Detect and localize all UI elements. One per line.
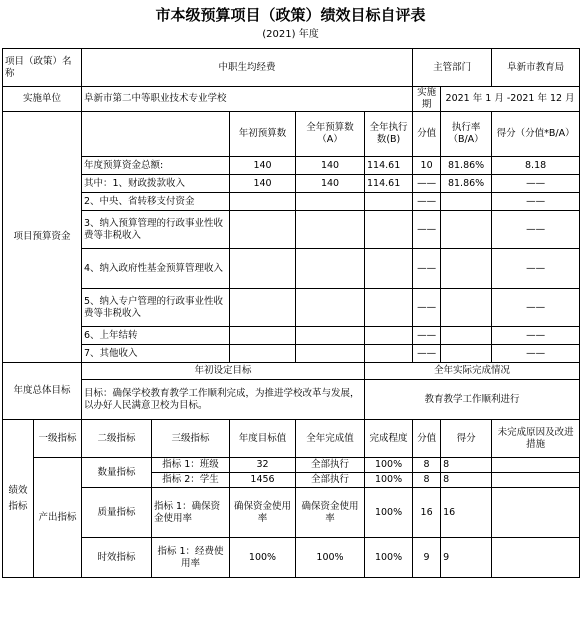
funds-row-got: —— <box>492 193 580 211</box>
funds-row-full-year <box>296 193 365 211</box>
funds-row-rate <box>441 345 492 363</box>
header-got-score: 得分（分值*B/A） <box>492 112 580 157</box>
funds-row-score: —— <box>413 327 441 345</box>
perf-header-got: 得分 <box>441 420 492 458</box>
perf-row-actual: 全部执行 <box>296 458 365 473</box>
funds-row-score: —— <box>413 193 441 211</box>
funds-row-initial <box>230 211 296 249</box>
funds-row-name: 3、纳入预算管理的行政事业性收费等非税收入 <box>82 211 230 249</box>
funds-row <box>3 175 580 193</box>
perf-row-l3: 指标 1：经费使用率 <box>152 538 230 578</box>
perf-header-actual: 全年完成值 <box>296 420 365 458</box>
funds-row-executed <box>365 211 413 249</box>
perf-side-label: 绩效指标 <box>3 420 34 578</box>
period-value: 2021 年 1 月 -2021 年 12 月 <box>441 87 580 112</box>
funds-row-initial <box>230 193 296 211</box>
funds-row <box>3 327 580 345</box>
funds-row-score: 10 <box>413 157 441 175</box>
perf-header-degree: 完成程度 <box>365 420 413 458</box>
funds-row <box>3 193 580 211</box>
header-executed: 全年执行数(B) <box>365 112 413 157</box>
perf-row-score: 8 <box>413 473 441 488</box>
funds-row-score: —— <box>413 289 441 327</box>
perf-row-l2: 时效指标 <box>82 538 152 578</box>
document-title: 市本级预算项目（政策）绩效目标自评表 <box>155 6 426 24</box>
perf-row-target: 确保资金使用率 <box>230 488 296 538</box>
project-name-label: 项目（政策）名称 <box>3 49 82 87</box>
perf-row-l2: 质量指标 <box>82 488 152 538</box>
perf-header-reason: 未完成原因及改进措施 <box>492 420 580 458</box>
funds-row-executed: 114.61 <box>365 157 413 175</box>
funds-row-rate <box>441 193 492 211</box>
funds-row-got: —— <box>492 175 580 193</box>
funds-row <box>3 345 580 363</box>
funds-row-name: 7、其他收入 <box>82 345 230 363</box>
funds-row-executed <box>365 289 413 327</box>
perf-header-l2: 二级指标 <box>82 420 152 458</box>
funds-row-got: —— <box>492 211 580 249</box>
perf-row-degree: 100% <box>365 538 413 578</box>
funds-row-executed <box>365 249 413 289</box>
perf-row-target: 1456 <box>230 473 296 488</box>
header-execution-rate: 执行率（B/A） <box>441 112 492 157</box>
funds-row-name: 5、纳入专户管理的行政事业性收费等非税收入 <box>82 289 230 327</box>
perf-header-score: 分值 <box>413 420 441 458</box>
perf-row-actual: 确保资金使用率 <box>296 488 365 538</box>
period-label: 实施期 <box>413 87 441 112</box>
goals-actual-text: 教育教学工作顺利进行 <box>365 380 580 420</box>
funds-row-initial: 140 <box>230 175 296 193</box>
perf-row-score: 9 <box>413 538 441 578</box>
perf-row-l2: 数量指标 <box>82 458 152 488</box>
perf-row-l3: 指标 1：班级 <box>152 458 230 473</box>
funds-row-got: —— <box>492 345 580 363</box>
funds-row-full-year <box>296 211 365 249</box>
project-name-value: 中职生均经费 <box>82 49 413 87</box>
funds-row-got: —— <box>492 289 580 327</box>
funds-row-name: 2、中央、省转移支付资金 <box>82 193 230 211</box>
funds-row-initial <box>230 327 296 345</box>
funds-row-rate: 81.86% <box>441 175 492 193</box>
funds-row-rate <box>441 289 492 327</box>
funds-row-full-year <box>296 345 365 363</box>
funds-row <box>3 157 580 175</box>
perf-row-actual: 全部执行 <box>296 473 365 488</box>
header-score: 分值 <box>413 112 441 157</box>
perf-row-reason <box>492 473 580 488</box>
funds-section-label: 项目预算资金 <box>3 112 82 363</box>
goals-actual-header: 全年实际完成情况 <box>365 363 580 380</box>
perf-row-score: 16 <box>413 488 441 538</box>
perf-row-actual: 100% <box>296 538 365 578</box>
funds-row-initial: 140 <box>230 157 296 175</box>
funds-row-rate <box>441 249 492 289</box>
perf-output-label: 产出指标 <box>34 458 82 578</box>
funds-row-name: 其中：1、财政拨款收入 <box>82 175 230 193</box>
perf-row-score: 8 <box>413 458 441 473</box>
perf-row-got: 9 <box>441 538 492 578</box>
perf-row-degree: 100% <box>365 458 413 473</box>
funds-row <box>3 249 580 289</box>
funds-row-full-year: 140 <box>296 175 365 193</box>
perf-header-target: 年度目标值 <box>230 420 296 458</box>
perf-header-l3: 三级指标 <box>152 420 230 458</box>
department-label: 主管部门 <box>413 49 492 87</box>
funds-row-full-year <box>296 327 365 345</box>
perf-row-got: 16 <box>441 488 492 538</box>
perf-row-got: 8 <box>441 473 492 488</box>
funds-row-got: —— <box>492 249 580 289</box>
perf-row-l3: 指标 2：学生 <box>152 473 230 488</box>
goals-initial-header: 年初设定目标 <box>82 363 365 380</box>
funds-row-full-year <box>296 289 365 327</box>
funds-row-executed <box>365 193 413 211</box>
perf-row <box>3 488 580 538</box>
perf-row-got: 8 <box>441 458 492 473</box>
funds-row-name: 年度预算资金总额: <box>82 157 230 175</box>
funds-row-executed: 114.61 <box>365 175 413 193</box>
unit-label: 实施单位 <box>3 87 82 112</box>
funds-row-score: —— <box>413 249 441 289</box>
perf-row-target: 100% <box>230 538 296 578</box>
perf-row-reason <box>492 488 580 538</box>
funds-row-executed <box>365 327 413 345</box>
funds-row-name: 6、上年结转 <box>82 327 230 345</box>
perf-row-reason <box>492 538 580 578</box>
department-value: 阜新市教育局 <box>492 49 580 87</box>
goals-section-label: 年度总体目标 <box>3 363 82 420</box>
funds-header-blank <box>82 112 230 157</box>
perf-row-reason <box>492 458 580 473</box>
funds-row <box>3 289 580 327</box>
perf-row <box>3 458 580 473</box>
header-initial-budget: 年初预算数 <box>230 112 296 157</box>
funds-row-full-year <box>296 249 365 289</box>
funds-row-rate <box>441 327 492 345</box>
header-full-year-budget: 全年预算数（A） <box>296 112 365 157</box>
funds-row-got: 8.18 <box>492 157 580 175</box>
self-evaluation-table <box>2 48 580 578</box>
funds-row-full-year: 140 <box>296 157 365 175</box>
funds-row-rate <box>441 211 492 249</box>
perf-row-target: 32 <box>230 458 296 473</box>
perf-row <box>3 538 580 578</box>
document-year: (2021) 年度 <box>262 29 319 40</box>
funds-row-initial <box>230 345 296 363</box>
funds-row-rate: 81.86% <box>441 157 492 175</box>
funds-row-got: —— <box>492 327 580 345</box>
perf-row-degree: 100% <box>365 473 413 488</box>
funds-row-score: —— <box>413 345 441 363</box>
funds-row-initial <box>230 289 296 327</box>
perf-row-l3: 指标 1：确保资金使用率 <box>152 488 230 538</box>
perf-header-l1: 一级指标 <box>34 420 82 458</box>
funds-row-initial <box>230 249 296 289</box>
funds-row <box>3 211 580 249</box>
funds-row-score: —— <box>413 175 441 193</box>
perf-row-degree: 100% <box>365 488 413 538</box>
funds-row-name: 4、纳入政府性基金预算管理收入 <box>82 249 230 289</box>
funds-row-score: —— <box>413 211 441 249</box>
unit-value: 阜新市第二中等职业技术专业学校 <box>82 87 413 112</box>
goals-initial-text: 目标：确保学校教育教学工作顺利完成，为推进学校改革与发展，以办好人民满意卫校为目标。 <box>82 380 365 420</box>
funds-row-executed <box>365 345 413 363</box>
